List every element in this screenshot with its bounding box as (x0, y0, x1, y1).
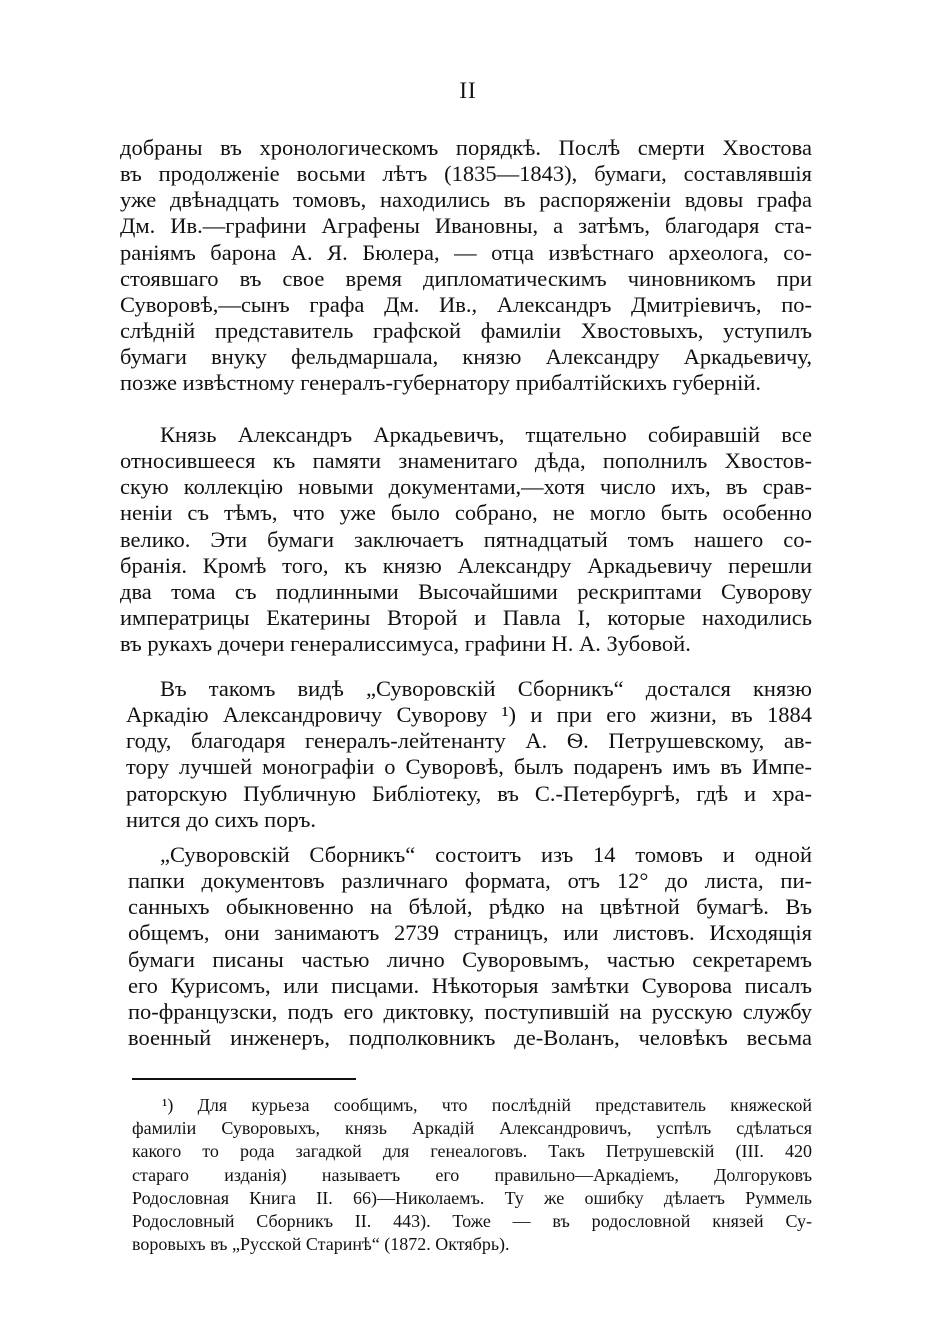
text-line: велико. Эти бумаги заключаетъ пятнадцатый томъ нашего со- (120, 526, 812, 552)
text-line: слѣдній представитель графской фамиліи Хвостовыхъ, уступилъ (120, 317, 812, 343)
text-line: его Курисомъ, или писцами. Нѣкоторыя замѣтки Суворова писалъ (128, 972, 812, 998)
text-line: неніи съ тѣмъ, что уже было собрано, не могло быть особенно (120, 500, 812, 526)
text-line: тору лучшей монографіи о Суворовѣ, былъ подаренъ имъ въ Импе- (126, 754, 812, 780)
text-line: два тома съ подлинными Высочайшими рескриптами Суворову (120, 578, 812, 604)
paragraph-2 (120, 422, 812, 657)
text-line: стоявшаго въ свое время дипломатическимъ чиновникомъ при (120, 265, 812, 291)
paragraph-4 (128, 842, 812, 1051)
text-line: по-французски, подъ его диктовку, поступившій на русскую службу (128, 998, 812, 1024)
text-line: раторскую Публичную Библіотеку, въ С.-Петербургѣ, гдѣ и хра- (126, 780, 812, 806)
paragraph-1 (120, 135, 812, 396)
text-line: Аркадію Александровичу Суворову ¹) и при его жизни, въ 1884 (126, 702, 812, 728)
text-line: Князь Александръ Аркадьевичъ, тщательно собиравшій все (160, 422, 812, 447)
text-line: бумаги внуку фельдмаршала, князю Александру Аркадьевичу, (120, 344, 812, 370)
text-line: относившееся къ памяти знаменитаго дѣда, пополнилъ Хвостов- (120, 448, 812, 474)
footnote-line: какого то рода загадкой для генеалоговъ. Такъ Петрушевскій (III. 420 (132, 1141, 812, 1162)
text-line: папки документовъ различнаго формата, отъ 12° до листа, пи- (128, 868, 812, 894)
text-line: военный инженеръ, подполковникъ де-Воланъ, человѣкъ весьма (128, 1024, 812, 1050)
footnote-line: Родословная Книга II. 66)—Николаемъ. Ту же ошибку дѣлаетъ Руммель (132, 1187, 812, 1208)
page-number: II (459, 78, 477, 103)
text-line: бранія. Кромѣ того, къ князю Александру Аркадьевичу перешли (120, 552, 812, 578)
footnote-divider (132, 1078, 356, 1080)
footnote-line: воровыхъ въ „Русской Старинѣ“ (1872. Октябрь). (132, 1234, 510, 1255)
footnote-line: стараго изданія) называетъ его правильно—Аркадіемъ, Долгоруковъ (132, 1164, 812, 1185)
text-line: общемъ, они занимаютъ 2739 страницъ, или листовъ. Исходящія (128, 920, 812, 946)
text-line: уже двѣнадцать томовъ, находились въ распоряженіи вдовы графа (120, 187, 812, 213)
text-line: Суворовѣ,—сынъ графа Дм. Ив., Александръ Дмитріевичъ, по- (120, 291, 812, 317)
text-line: въ продолженіе восьми лѣтъ (1835—1843), бумаги, составлявшія (120, 161, 812, 187)
text-line: году, благодаря генералъ-лейтенанту А. Ѳ. Петрушевскому, ав- (126, 728, 812, 754)
footnote (132, 1094, 812, 1256)
text-line: Въ такомъ видѣ „Суворовскій Сборникъ“ достался князю (160, 676, 812, 701)
text-line: раніямъ барона А. Я. Бюлера, — отца извѣстнаго археолога, со- (120, 239, 812, 265)
footnote-line: ¹) Для курьеза сообщимъ, что послѣдній представитель княжеской (162, 1095, 812, 1115)
text-line: нится до сихъ поръ. (126, 806, 316, 832)
footnote-line: фамиліи Суворовыхъ, князь Аркадій Александровичъ, успѣлъ сдѣлаться (132, 1118, 812, 1139)
text-line: императрицы Екатерины Второй и Павла I, которые находились (120, 604, 812, 630)
text-line: добраны въ хронологическомъ порядкѣ. Послѣ смерти Хвостова (120, 135, 812, 160)
text-line: Дм. Ив.—графини Аграфены Ивановны, а затѣмъ, благодаря ста- (120, 213, 812, 239)
text-line: скую коллекцію новыми документами,—хотя число ихъ, въ срав- (120, 474, 812, 500)
text-line: позже извѣстному генералъ-губернатору прибалтійскихъ губерній. (120, 370, 762, 396)
text-line: бумаги писаны частью лично Суворовымъ, частью секретаремъ (128, 946, 812, 972)
paragraph-3 (126, 676, 812, 833)
footnote-line: Родословный Сборникъ II. 443). Тоже — въ родословной князей Су- (132, 1210, 812, 1231)
text-line: санныхъ обыкновенно на бѣлой, рѣдко на цвѣтной бумагѣ. Въ (128, 894, 812, 920)
text-line: въ рукахъ дочери генералиссимуса, графини Н. А. Зубовой. (120, 631, 691, 657)
text-line: „Суворовскій Сборникъ“ состоитъ изъ 14 томовъ и одной (160, 842, 812, 867)
